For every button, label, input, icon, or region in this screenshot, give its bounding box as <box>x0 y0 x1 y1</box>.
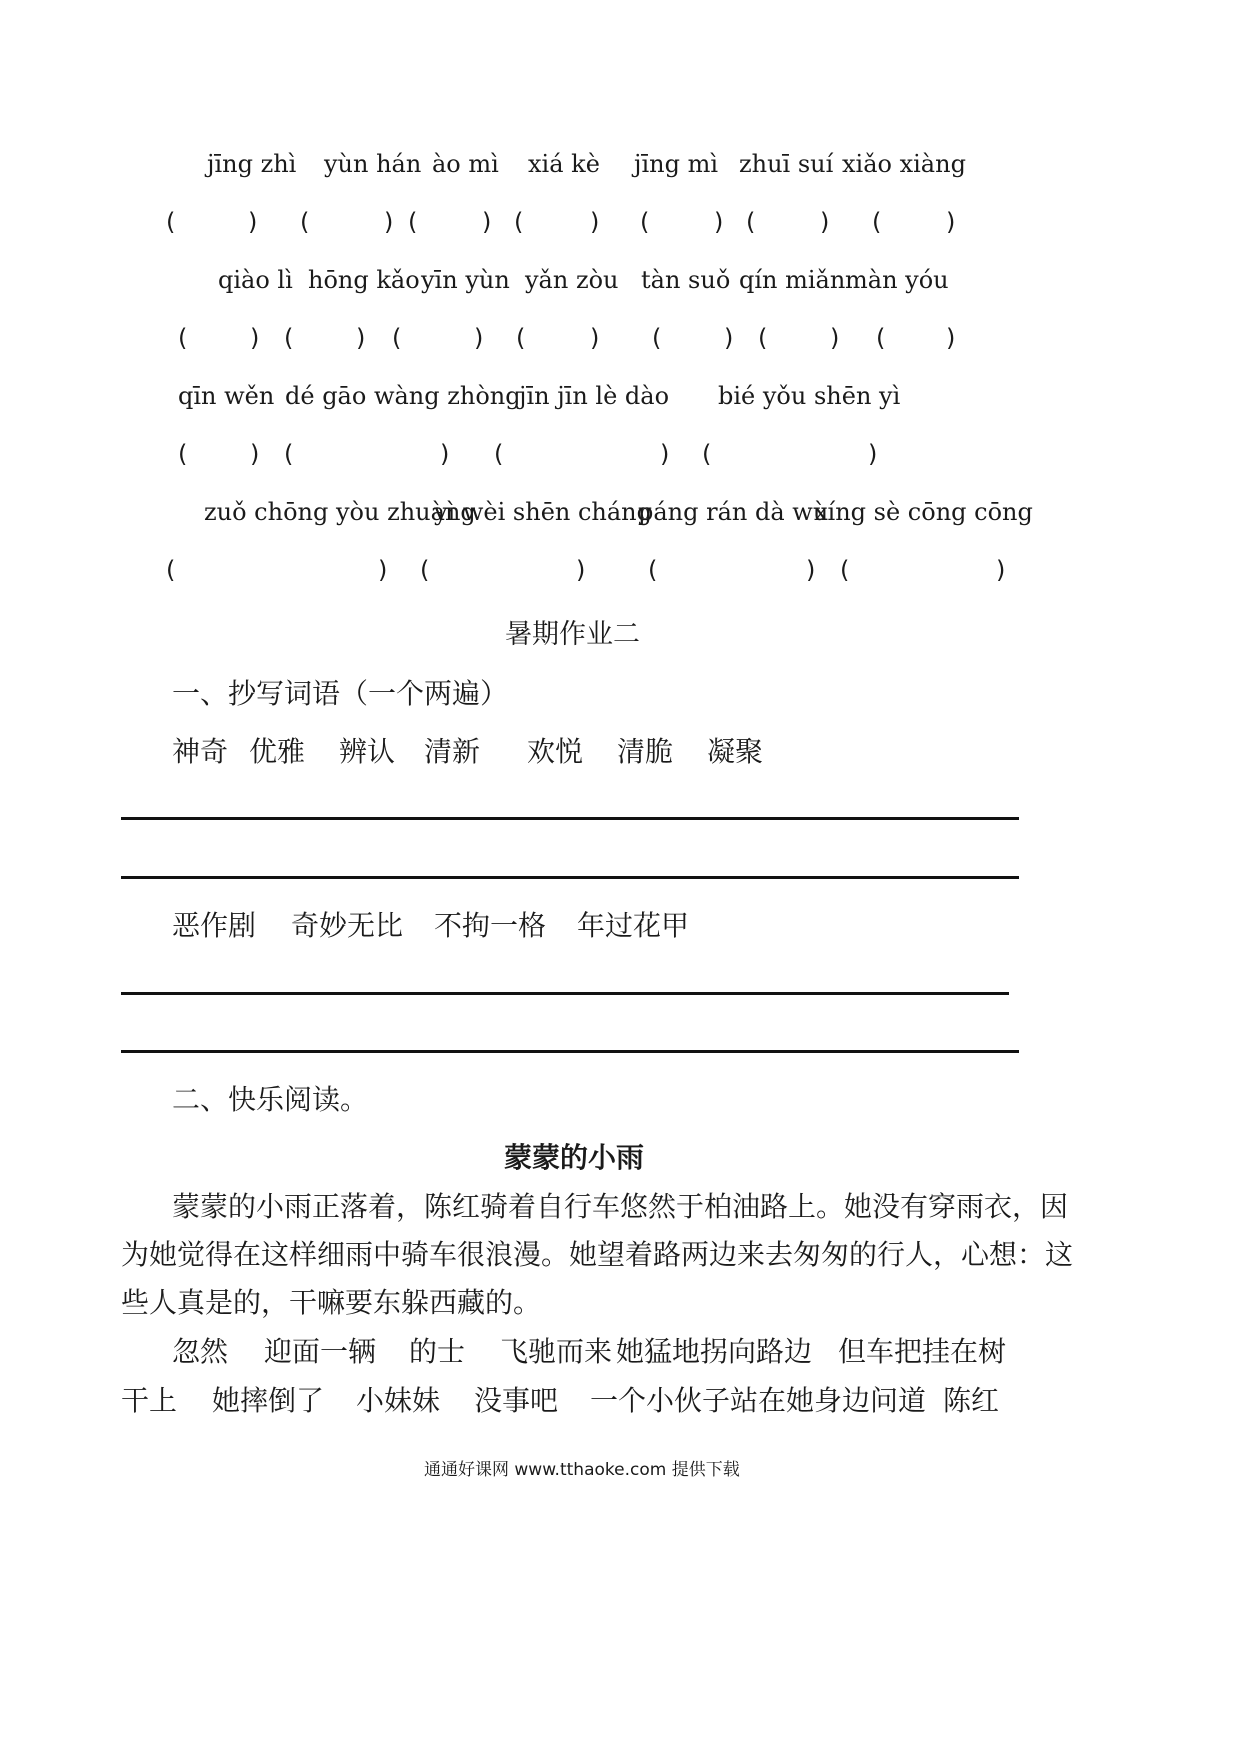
answer-paren-close: ) <box>830 324 840 352</box>
story-fragment: 她摔倒了 <box>212 1384 325 1417</box>
pinyin-item: jīng mì <box>634 150 718 178</box>
pinyin-item: xíng sè cōng cōng <box>814 498 1033 526</box>
pinyin-item: páng rán dà wù <box>638 498 829 526</box>
answer-paren-open: ( <box>702 440 712 468</box>
copy-word: 神奇 <box>172 735 229 768</box>
story-fragment: 小妹妹 <box>356 1384 441 1417</box>
answer-paren-open: ( <box>300 208 310 236</box>
answer-paren-close: ) <box>378 556 388 584</box>
answer-paren-close: ) <box>356 324 366 352</box>
answer-paren-close: ) <box>946 324 956 352</box>
story-fragment: 一个小伙子站在她身边问道 <box>590 1384 927 1417</box>
answer-paren-close: ) <box>996 556 1006 584</box>
answer-paren-open: ( <box>166 556 176 584</box>
story-fragment: 忽然 <box>172 1335 229 1368</box>
answer-paren-open: ( <box>516 324 526 352</box>
writing-line <box>121 817 1019 820</box>
copy-word: 不拘一格 <box>434 909 547 942</box>
copy-word: 辨认 <box>339 735 396 768</box>
story-fragment: 飞驰而来 <box>500 1335 613 1368</box>
story-line: 为她觉得在这样细雨中骑车很浪漫。她望着路两边来去匆匆的行人，心想：这 <box>121 1238 1074 1271</box>
copy-word: 欢悦 <box>527 735 584 768</box>
story-fragment: 陈红 <box>943 1384 1000 1417</box>
answer-paren-open: ( <box>392 324 402 352</box>
pinyin-item: qín miǎn <box>739 266 846 294</box>
pinyin-item: dé gāo wàng zhòng <box>285 382 521 410</box>
answer-paren-open: ( <box>514 208 524 236</box>
answer-paren-close: ) <box>820 208 830 236</box>
answer-paren-close: ) <box>806 556 816 584</box>
answer-paren-close: ) <box>250 324 260 352</box>
answer-paren-open: ( <box>178 440 188 468</box>
answer-paren-open: ( <box>640 208 650 236</box>
pinyin-item: hōng kǎo <box>308 266 420 294</box>
story-fragment: 干上 <box>121 1384 178 1417</box>
answer-paren-close: ) <box>946 208 956 236</box>
story-fragment: 她猛地拐向路边 <box>616 1335 813 1368</box>
section-title: 暑期作业二 <box>505 619 640 650</box>
pinyin-item: tàn suǒ <box>641 266 731 294</box>
copy-word: 清脆 <box>617 735 674 768</box>
story-line: 些人真是的，干嘛要东躲西藏的。 <box>121 1286 542 1319</box>
answer-paren-open: ( <box>652 324 662 352</box>
copy-word: 恶作剧 <box>172 909 257 942</box>
pinyin-item: qiào lì <box>218 266 293 294</box>
writing-line <box>121 876 1019 879</box>
answer-paren-close: ) <box>590 208 600 236</box>
answer-paren-open: ( <box>758 324 768 352</box>
answer-paren-close: ) <box>660 440 670 468</box>
answer-paren-close: ) <box>482 208 492 236</box>
pinyin-item: yīn yùn <box>421 266 510 294</box>
answer-paren-open: ( <box>284 440 294 468</box>
answer-paren-open: ( <box>872 208 882 236</box>
answer-paren-open: ( <box>746 208 756 236</box>
story-fragment: 迎面一辆 <box>264 1335 377 1368</box>
answer-paren-open: ( <box>876 324 886 352</box>
writing-line <box>121 1050 1019 1053</box>
answer-paren-close: ) <box>248 208 258 236</box>
pinyin-item: yì wèi shēn cháng <box>434 498 653 526</box>
answer-paren-open: ( <box>408 208 418 236</box>
copy-word: 优雅 <box>249 735 306 768</box>
answer-paren-close: ) <box>590 324 600 352</box>
story-line: 蒙蒙的小雨正落着，陈红骑着自行车悠然于柏油路上。她没有穿雨衣，因 <box>172 1190 1069 1223</box>
story-fragment: 的士 <box>409 1335 466 1368</box>
pinyin-item: jīn jīn lè dào <box>519 382 670 410</box>
pinyin-item: zuǒ chōng yòu zhuàng <box>204 498 476 526</box>
pinyin-item: yùn hán <box>324 150 422 178</box>
story-fragment: 没事吧 <box>474 1384 559 1417</box>
pinyin-item: ào mì <box>432 150 499 178</box>
answer-paren-close: ) <box>868 440 878 468</box>
answer-paren-close: ) <box>714 208 724 236</box>
pinyin-item: xiǎo xiàng <box>842 150 966 178</box>
answer-paren-open: ( <box>494 440 504 468</box>
answer-paren-open: ( <box>166 208 176 236</box>
answer-paren-open: ( <box>648 556 658 584</box>
copy-word: 清新 <box>424 735 481 768</box>
copy-word: 年过花甲 <box>577 909 690 942</box>
answer-paren-open: ( <box>840 556 850 584</box>
pinyin-item: yǎn zòu <box>525 266 619 294</box>
story-title: 蒙蒙的小雨 <box>504 1141 645 1174</box>
pinyin-item: qīn wěn <box>178 382 275 410</box>
pinyin-item: jīng zhì <box>207 150 297 178</box>
writing-line <box>121 992 1009 995</box>
answer-paren-close: ) <box>474 324 484 352</box>
pinyin-item: xiá kè <box>528 150 600 178</box>
answer-paren-close: ) <box>384 208 394 236</box>
answer-paren-close: ) <box>724 324 734 352</box>
pinyin-item: zhuī suí <box>739 150 834 178</box>
answer-paren-open: ( <box>178 324 188 352</box>
answer-paren-close: ) <box>250 440 260 468</box>
answer-paren-close: ) <box>576 556 586 584</box>
copy-word: 奇妙无比 <box>291 909 404 942</box>
part1-heading: 一、抄写词语（一个两遍） <box>172 677 509 710</box>
pinyin-item: bié yǒu shēn yì <box>718 382 901 410</box>
copy-word: 凝聚 <box>707 735 764 768</box>
part2-heading: 二、快乐阅读。 <box>172 1083 369 1116</box>
answer-paren-open: ( <box>420 556 430 584</box>
story-fragment: 但车把挂在树 <box>838 1335 1007 1368</box>
footer-credit: 通通好课网 www.tthaoke.com 提供下载 <box>424 1460 740 1480</box>
answer-paren-close: ) <box>440 440 450 468</box>
answer-paren-open: ( <box>284 324 294 352</box>
pinyin-item: màn yóu <box>845 266 949 294</box>
